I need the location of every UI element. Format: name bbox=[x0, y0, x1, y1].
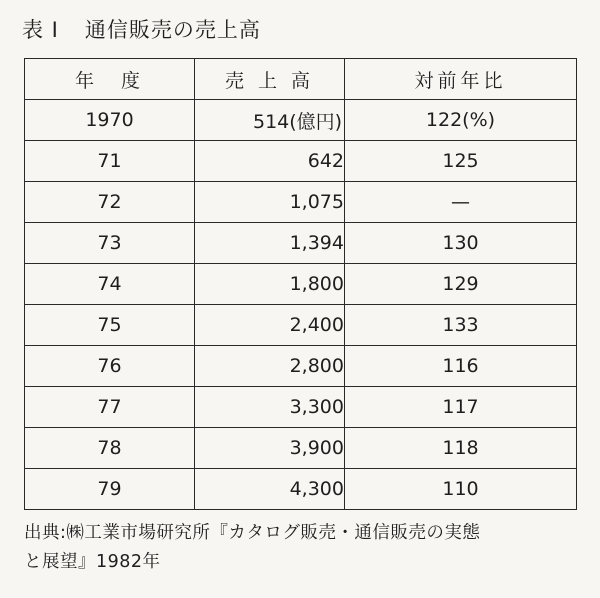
table-row bbox=[25, 428, 577, 469]
table-row bbox=[25, 346, 577, 387]
table-caption: 通信販売の売上高 bbox=[84, 18, 261, 42]
year-cell: 78 bbox=[25, 428, 195, 469]
year-cell: 75 bbox=[25, 305, 195, 346]
sales-cell: 1,075 bbox=[195, 182, 345, 223]
sales-cell: 1,800 bbox=[195, 264, 345, 305]
ratio-cell: 116 bbox=[345, 346, 577, 387]
source-line-1: 出典:㈱工業市場研究所『カタログ販売・通信販売の実態 bbox=[24, 523, 481, 543]
header-sales: 売 上 高 bbox=[195, 59, 345, 100]
year-cell: 73 bbox=[25, 223, 195, 264]
source-line-2: と展望』1982年 bbox=[24, 552, 161, 572]
sales-cell: 3,900 bbox=[195, 428, 345, 469]
ratio-cell: 110 bbox=[345, 469, 577, 510]
sales-cell: 642 bbox=[195, 141, 345, 182]
table-row bbox=[25, 264, 577, 305]
table-row bbox=[25, 182, 577, 223]
ratio-cell: 130 bbox=[345, 223, 577, 264]
year-cell: 76 bbox=[25, 346, 195, 387]
sales-cell: 4,300 bbox=[195, 469, 345, 510]
ratio-cell: 133 bbox=[345, 305, 577, 346]
year-cell: 1970 bbox=[25, 100, 195, 141]
sales-cell: 2,800 bbox=[195, 346, 345, 387]
ratio-cell: 129 bbox=[345, 264, 577, 305]
table-title bbox=[22, 14, 261, 44]
year-cell: 74 bbox=[25, 264, 195, 305]
table-row bbox=[25, 305, 577, 346]
sales-cell: 1,394 bbox=[195, 223, 345, 264]
table-number: 表 I bbox=[22, 18, 59, 42]
ratio-cell: 125 bbox=[345, 141, 577, 182]
year-cell: 72 bbox=[25, 182, 195, 223]
sales-cell: 2,400 bbox=[195, 305, 345, 346]
table-row bbox=[25, 469, 577, 510]
ratio-cell: — bbox=[345, 182, 577, 223]
ratio-cell: 117 bbox=[345, 387, 577, 428]
ratio-cell: 118 bbox=[345, 428, 577, 469]
source-citation bbox=[24, 519, 580, 577]
year-cell: 71 bbox=[25, 141, 195, 182]
sales-cell: 3,300 bbox=[195, 387, 345, 428]
table-row bbox=[25, 100, 577, 141]
sales-table bbox=[24, 58, 577, 510]
table-row bbox=[25, 223, 577, 264]
header-ratio: 対前年比 bbox=[345, 59, 577, 100]
sales-cell: 514(億円) bbox=[195, 100, 345, 141]
year-cell: 77 bbox=[25, 387, 195, 428]
year-cell: 79 bbox=[25, 469, 195, 510]
ratio-cell: 122(%) bbox=[345, 100, 577, 141]
table-row bbox=[25, 141, 577, 182]
table-row bbox=[25, 387, 577, 428]
header-year: 年 度 bbox=[25, 59, 195, 100]
table-header-row bbox=[25, 59, 577, 100]
